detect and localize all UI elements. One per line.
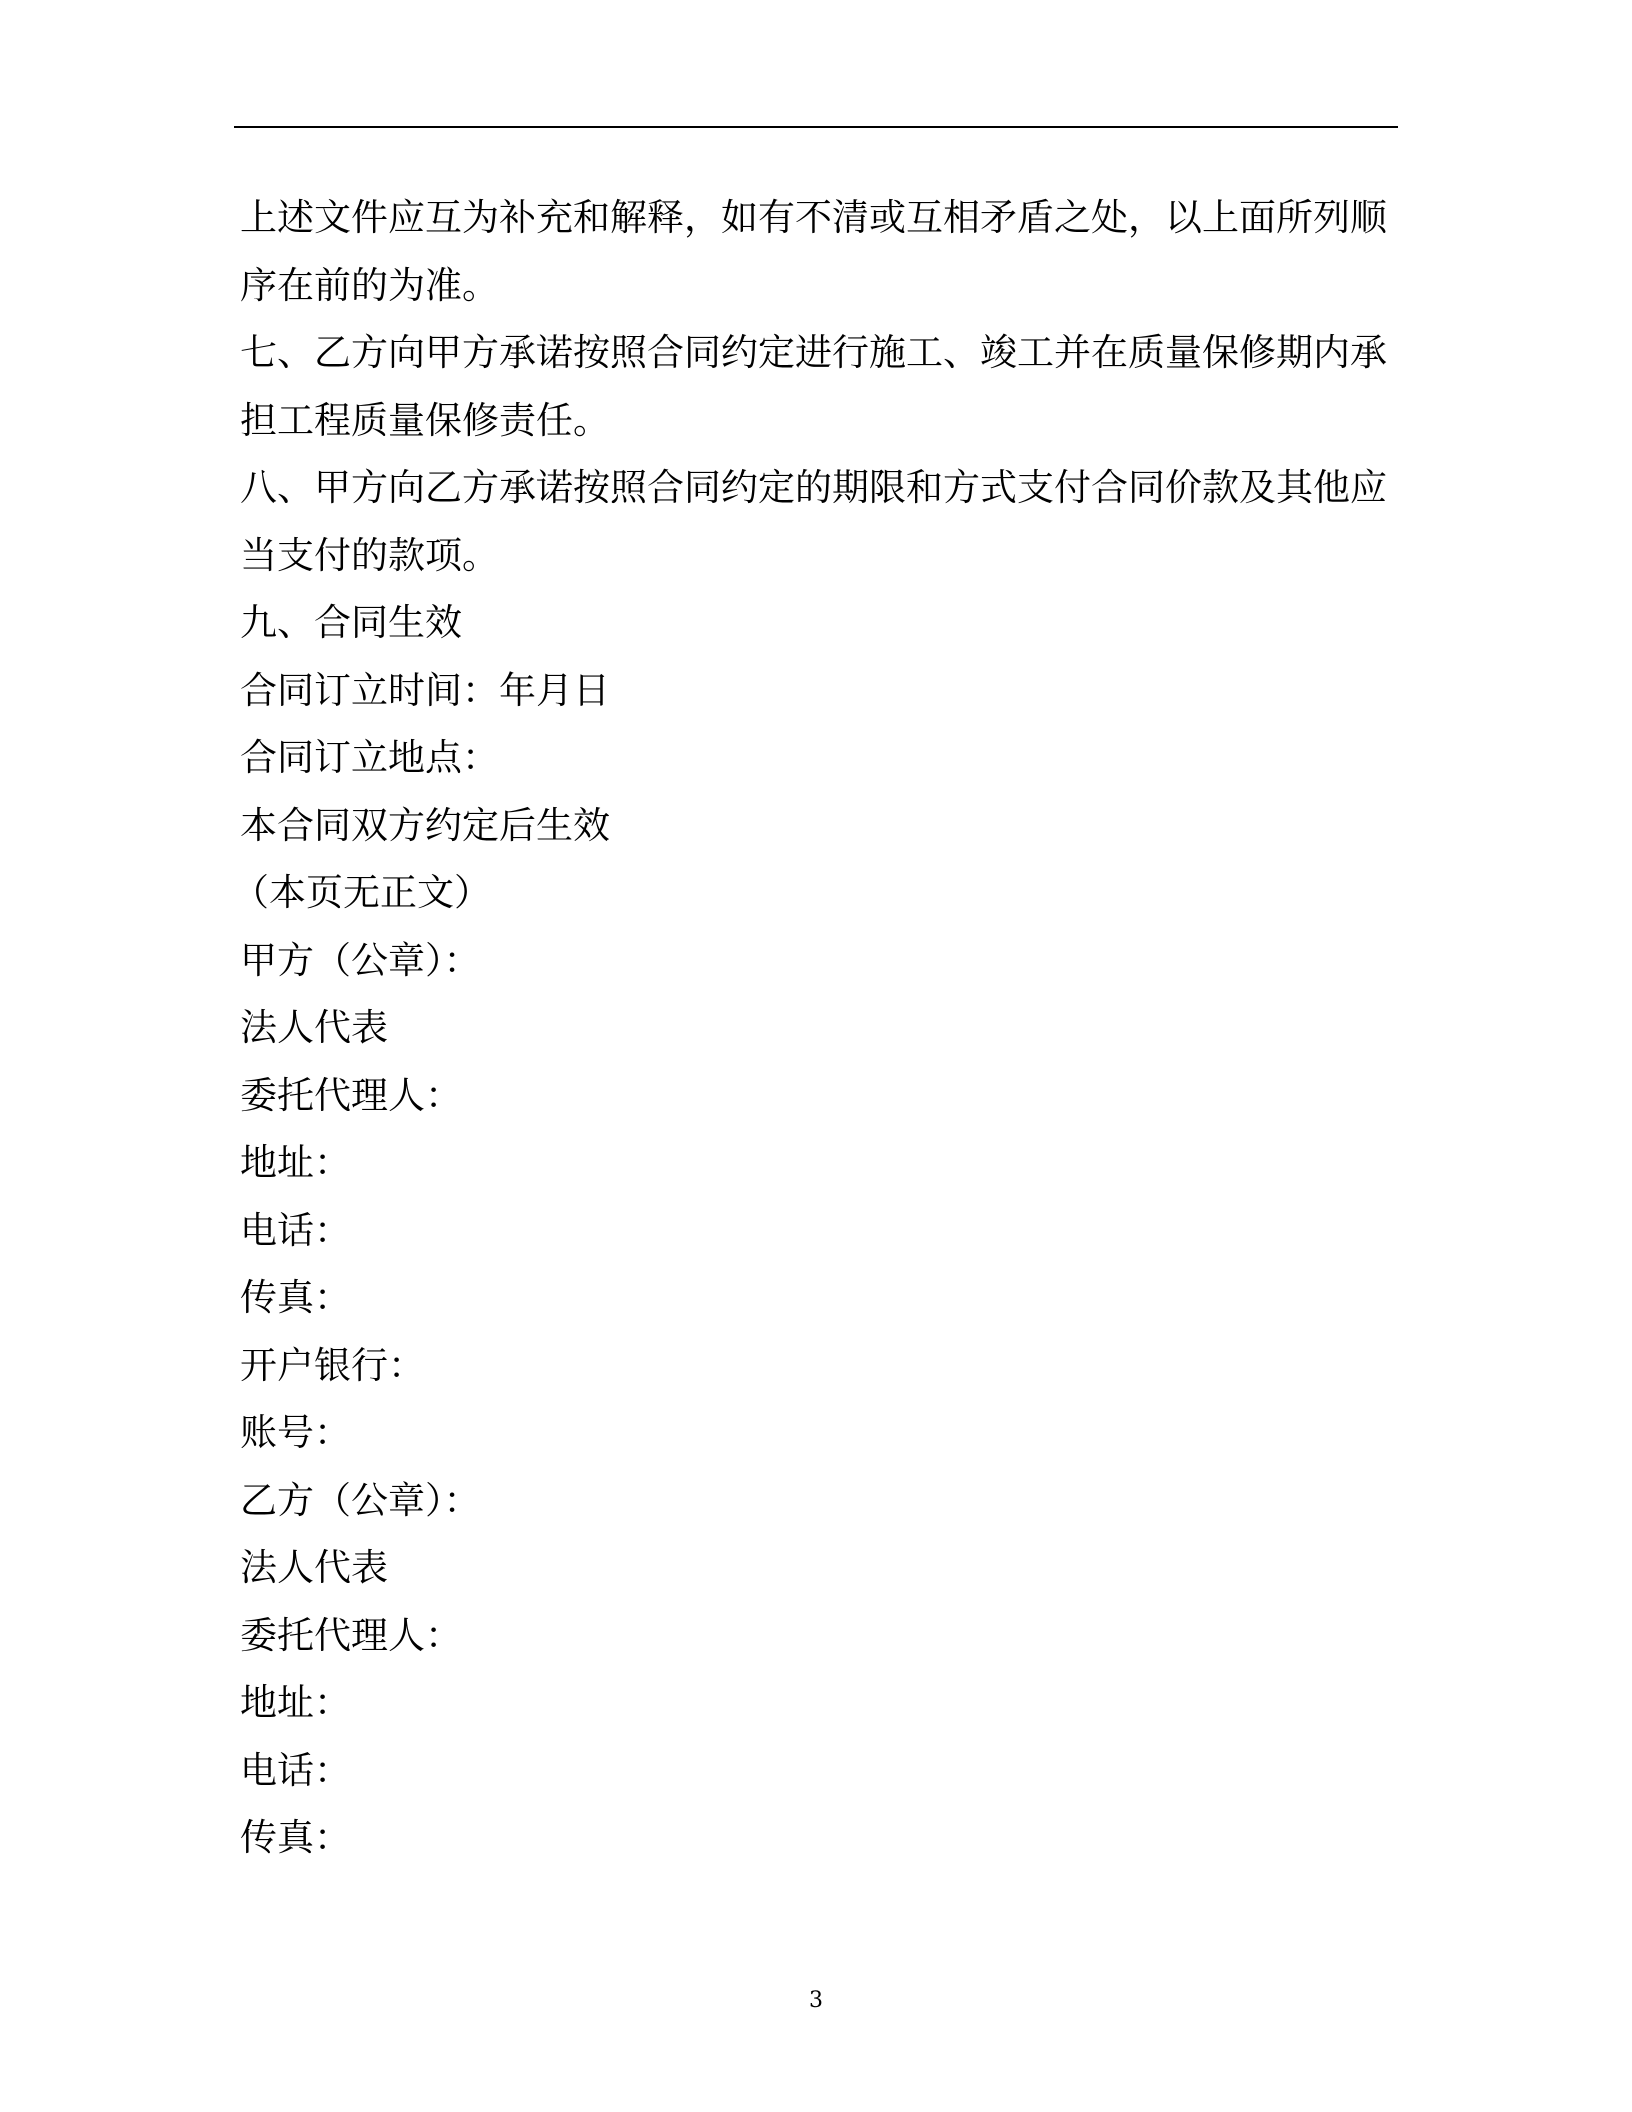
party-a-phone: 电话： (240, 1208, 351, 1252)
party-b-seal: 乙方（公章）： (240, 1478, 481, 1522)
party-a-legal-rep: 法人代表 (240, 1006, 388, 1049)
clause-eight: 八、甲方向乙方承诺按照合同约定的期限和方式支付合同价款及其他应 (240, 466, 1387, 509)
signing-place: 合同订立地点： (240, 736, 499, 779)
text-line: 上述文件应互为补充和解释，如有不清或互相矛盾之处，以上面所列顺 (240, 196, 1387, 239)
header-rule (234, 126, 1398, 128)
party-a-address: 地址： (240, 1141, 351, 1184)
party-b-agent: 委托代理人： (240, 1613, 462, 1657)
effective-statement: 本合同双方约定后生效 (240, 803, 610, 847)
party-a-agent: 委托代理人： (240, 1073, 462, 1117)
no-body-note: （本页无正文） (232, 871, 491, 914)
party-a-seal: 甲方（公章）： (240, 938, 481, 982)
party-a-account: 账号： (240, 1411, 351, 1454)
document-body (232, 184, 1398, 1872)
party-a-fax: 传真： (240, 1276, 351, 1319)
text-line: 当支付的款项。 (240, 533, 499, 577)
page-number: 3 (809, 1988, 823, 2013)
text-line: 序在前的为准。 (240, 263, 499, 307)
party-b-address: 地址： (240, 1681, 351, 1724)
clause-seven: 七、乙方向甲方承诺按照合同约定进行施工、竣工并在质量保修期内承 (240, 331, 1387, 374)
party-a-bank: 开户银行： (240, 1343, 425, 1387)
party-b-legal-rep: 法人代表 (240, 1546, 388, 1589)
signing-date: 合同订立时间：年月日 (240, 668, 610, 712)
party-b-phone: 电话： (240, 1748, 351, 1792)
clause-nine-heading: 九、合同生效 (240, 601, 462, 644)
text-line: 担工程质量保修责任。 (240, 398, 610, 442)
party-b-fax: 传真： (240, 1816, 351, 1859)
